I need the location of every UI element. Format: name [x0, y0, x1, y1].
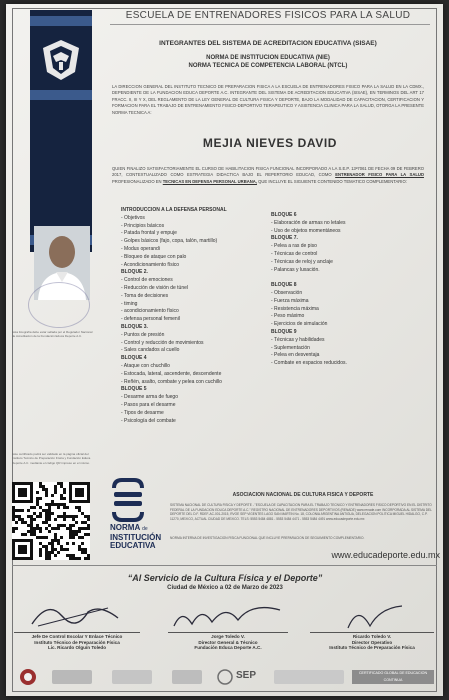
content-topic-item: - Pasos para el desarme	[121, 401, 176, 408]
content-topic-item: - Toma de decisiones	[121, 292, 169, 299]
signature-line	[14, 632, 140, 633]
content-topic-item: - Observación	[271, 289, 303, 296]
content-topic-item: - Palancas y luxación.	[271, 266, 320, 273]
crest-ribbon	[30, 10, 92, 252]
signature-line	[168, 632, 288, 633]
content-topic-item: - Desarme arma de fuego	[121, 394, 178, 401]
content-topic-item: - Resistencia máxima	[271, 305, 319, 312]
content-block-heading: BLOQUE 4	[121, 355, 147, 362]
mexico-crest-icon	[217, 668, 233, 686]
recipient-name: MEJIA NIEVES DAVID	[202, 136, 338, 150]
content-left-column	[121, 207, 271, 425]
signer-2-role: Director General & Técnico	[198, 639, 258, 645]
content-topic-item: - Peso máximo	[271, 313, 305, 320]
content-topic-item: - Golpes básicos (fajo, copa, talón, martillo)	[121, 238, 218, 245]
content-topic-item: - Patada frontal y empuje	[121, 230, 177, 237]
photo-note: Esta fotografía debe estar sellada por el Regulador Nacional de Acreditación de la Fundación Educa Deporte A.C.	[12, 330, 93, 339]
content-topic-item: - Estocada, lateral, ascendente, descendente	[121, 370, 222, 377]
signer-3-org: Instituto Técnico de Preparación Física	[329, 645, 415, 651]
content-topic-item: - Acondicionamiento físico	[121, 261, 180, 268]
body-part-3: QUE INCLUYE EL SIGUIENTE CONTENIDO TEMATICO COMPLEMENTARIO:	[258, 178, 407, 184]
integrantes-line: INTEGRANTES DEL SISTEMA DE ACREDITACION EDUCATIVA (SISAE)	[159, 40, 377, 47]
norma-de: de	[142, 526, 148, 532]
photo-seal-stamp	[28, 282, 90, 328]
content-topic-item: - Ejercicios de simulación	[271, 321, 328, 328]
content-block-heading: BLOQUE 7.	[271, 235, 298, 242]
content-topic-item: - Reñén, asalto, combate y pelea con cuchillo	[121, 378, 222, 385]
body-part-1: QUIEN FINALIZO SATISFACTORIAMENTE EL CURSO DE HABILITACION FISICA FUNCIONAL INCORPORADO A LA S.E.P. 13ª7061 DE FECHA 09 DE FEBRERO 2017, CONTEXTUALIZADO COMO ESTRATEGIA DIDACTICA BAJO EL REPERTORIO EDUCAD, COMO	[112, 166, 424, 178]
content-topic-item: - Reducción de visión de túnel	[121, 284, 188, 291]
norma-word: NORMA	[110, 523, 140, 532]
content-topic-item: - defensa personal femenil	[121, 316, 180, 323]
content-topic-item: - Combate en espacios reducidos.	[271, 360, 347, 367]
content-block-heading: BLOQUE 9	[271, 328, 297, 335]
title-divider	[110, 24, 430, 25]
content-topic-item: - Técnicas y habilidades	[271, 336, 325, 343]
norma-nie-line: NORMA DE INSTITUCION EDUCATIVA (NIE)	[206, 55, 330, 61]
signature-scribble-2	[168, 600, 288, 634]
content-topic-item: - timing	[121, 300, 138, 307]
content-topic-item: - Psicología del combate	[121, 417, 176, 424]
partner-logo-icon	[52, 670, 92, 684]
content-topic-item	[271, 274, 421, 282]
association-title: ASOCIACION NACIONAL DE CULTURA FISICA Y DEPORTE	[232, 492, 374, 498]
association-legal-note: NORMA INTERNA DE INVESTIGACION FISICA FUNCIONAL QUE INCLUYE PREPARACION DE SEGUIMIENTO COMPLEMENTARIO.	[170, 536, 365, 540]
partner-logo-icon	[172, 670, 202, 684]
content-topic-item: - Pelea en desventaja	[271, 352, 320, 359]
content-topic-item: - Principios básicos	[121, 222, 165, 229]
content-topic-item: - Modus operandi	[121, 245, 160, 252]
signature-scribble-3	[340, 600, 410, 632]
association-legal-text: SISTEMA NACIONAL DE CULTURA FISICA Y DEPORTE - "ESCUELA DE CAPACITACION PARA EL TRABAJO TECNICO Y ENTRENADORES FISICO DEPORTIVO EN EL DISTRITO FEDERAL DE LA FUNDACION EDUCA DEPORTE A.C." REGISTRO NACIONAL DE ENTRENADORES DEPORTIVOS (RENADE) www.renade.com INCORPORADA AL SISTEMA DEL DEPORTE DEL D.F. RDEF-AC-001-2015, RVOE SEP VIGENTES LAGO SAN MARTIN No. 18, COLONIA ARGENTINA ANTIGUA, DELEGACION POLITICA MIGUEL HIDALGO, C.P. 11270, MEXICO, ACTUAL CIUDAD DE MEXICO. TELS: 5553 5484 4881 - 5553 5484 4471 - 5553 5484 4491 www.educadeporte.edu.mx	[170, 503, 432, 521]
content-topic-item: - Bloqueo de ataque con palo	[121, 253, 187, 260]
verification-qr-code[interactable]	[12, 482, 90, 560]
content-block-heading: INTRODUCCION A LA DEFENSA PERSONAL	[121, 207, 227, 213]
content-right-column	[271, 212, 421, 368]
signer-2-org: Fundación Educa Deporte A.C.	[194, 645, 262, 651]
sep-logo: SEP	[236, 670, 257, 681]
content-topic-item: - acondicionamiento físico	[121, 308, 179, 315]
content-block-heading: BLOQUE 5	[121, 386, 147, 393]
place-date: Ciudad de México a 02 de Marzo de 2023	[167, 585, 283, 591]
signer-2-name: Jorge Toledo V.	[211, 634, 245, 639]
body-underline-1: ENTRENADOR FISICO PARA LA SALUD	[335, 172, 424, 178]
partner-logo-icon	[112, 670, 152, 684]
body-underline-2: TECNICAS EN DEFENSA PERSONAL URBANA,	[162, 178, 257, 184]
content-topic-item: - Tipos de desarme	[121, 409, 164, 416]
content-topic-item: - Fuerza máxima	[271, 297, 309, 304]
body-part-2: PROFESIONALIZADO EN	[112, 178, 162, 184]
content-topic-item: - Objetivos	[121, 214, 145, 221]
content-topic-item: - Control y reducción de movimientos	[121, 339, 204, 346]
certificate-global-badge: CERTIFICADO GLOBAL DE EDUCACION CONTINUA	[352, 670, 434, 684]
content-topic-item: - Suplementación	[271, 344, 310, 351]
content-block-heading: BLOQUE 3.	[121, 323, 148, 330]
ribbon-stripe	[30, 16, 92, 26]
content-topic-item: - Puntos de presión	[121, 331, 165, 338]
website-link[interactable]: www.educadeporte.edu.mx	[331, 550, 440, 560]
content-topic-item: - Técnicas de reloj y anclaje	[271, 258, 333, 265]
signature-scribble-1	[28, 596, 128, 632]
eagle-crest-icon	[39, 38, 83, 82]
footer-logo-strip	[12, 664, 437, 690]
intro-paragraph: LA DIRECCION GENERAL DEL INSTITUTO TECNICO DE PREPARACION FISICA A LA ESCUELA DE ENTRENADORES FISICO PARA LA SALUD EN LA CDMX., DEPENDIENTE DE LA FUNDACION EDUCA DEPORTE A.C. INTEGRANTE DEL SISTEMA DE ACREDITACION EDUCATIVA (SISAE), EN TERMINOS DEL ART 17 FRACC. II, III Y X, DEL REGLAMENTO DE LA LEY GENERAL DE CULTURA FISICA Y DEPORTE, BAJO LA MODALIDAD DE CAPACITACION, CERTIFICACION Y FORMACION PARA EL TRABAJO DE ENTRENAMIENTO FISICO-DEPORTIVO TERAPEUTICO Y ASISTENCIA CLINICA PARA LA SALUD, OTORGA LA PRESENTE NORMA TECNICA A:	[112, 84, 424, 115]
content-block-heading: BLOQUE 6	[271, 212, 297, 218]
content-topic-item: - Técnicas de control	[271, 250, 318, 257]
section-divider	[12, 565, 437, 566]
signature-block-1	[14, 632, 140, 651]
content-topic-item: - Sales candados al cuello	[121, 347, 180, 354]
signature-block-2	[168, 632, 288, 651]
signer-1-name: Lic. Ricardo Olguín Toledo	[47, 645, 107, 651]
content-topic-item: - Pelea a ras de piso	[271, 243, 317, 250]
content-block-heading: BLOQUE 2.	[121, 269, 148, 276]
signer-3-name: Ricardo Toledo V.	[352, 634, 392, 639]
content-topic-item: - Ataque con chuchillo	[121, 362, 170, 369]
educativa-word: EDUCATIVA	[110, 541, 156, 550]
motto: “Al Servicio de la Cultura Física y el Deporte”	[127, 573, 323, 583]
norma-institucion-logo-icon	[108, 478, 148, 522]
content-topic-item: - Uso de objetos momentáneos	[271, 227, 341, 234]
school-title: ESCUELA DE ENTRENADORES FISICOS PARA LA SALUD	[125, 10, 411, 21]
content-block-heading: BLOQUE 8	[271, 282, 297, 289]
institution-logo-icon	[18, 668, 38, 686]
course-description	[112, 166, 424, 185]
validity-note: Este certificado podrá ser validado en la página oficial del Instituto Técnico de Preparación Física y Fundación Educa Deporte A.C. mediante el código QR impreso en el mismo.	[12, 452, 91, 465]
signature-line	[310, 632, 434, 633]
signer-1-org: Instituto Técnico de Preparación Física	[34, 639, 120, 645]
ribbon-stripe	[30, 90, 92, 100]
signer-1-role: Jefe De Control Escolar Y Enlace Técnico	[31, 634, 123, 639]
signer-3-role: Director Operativo	[351, 639, 393, 645]
signature-block-3	[310, 632, 434, 651]
institucion-word: INSTITUCIÓN	[110, 532, 162, 542]
content-topic-item: - Elaboración de armas no letales	[271, 219, 346, 226]
partner-logo-icon	[274, 670, 344, 684]
norma-ntcl-line: NORMA TECNICA DE COMPETENCIA LABORAL (NTCL)	[188, 63, 348, 69]
content-topic-item: - Control de emociones	[121, 277, 173, 284]
